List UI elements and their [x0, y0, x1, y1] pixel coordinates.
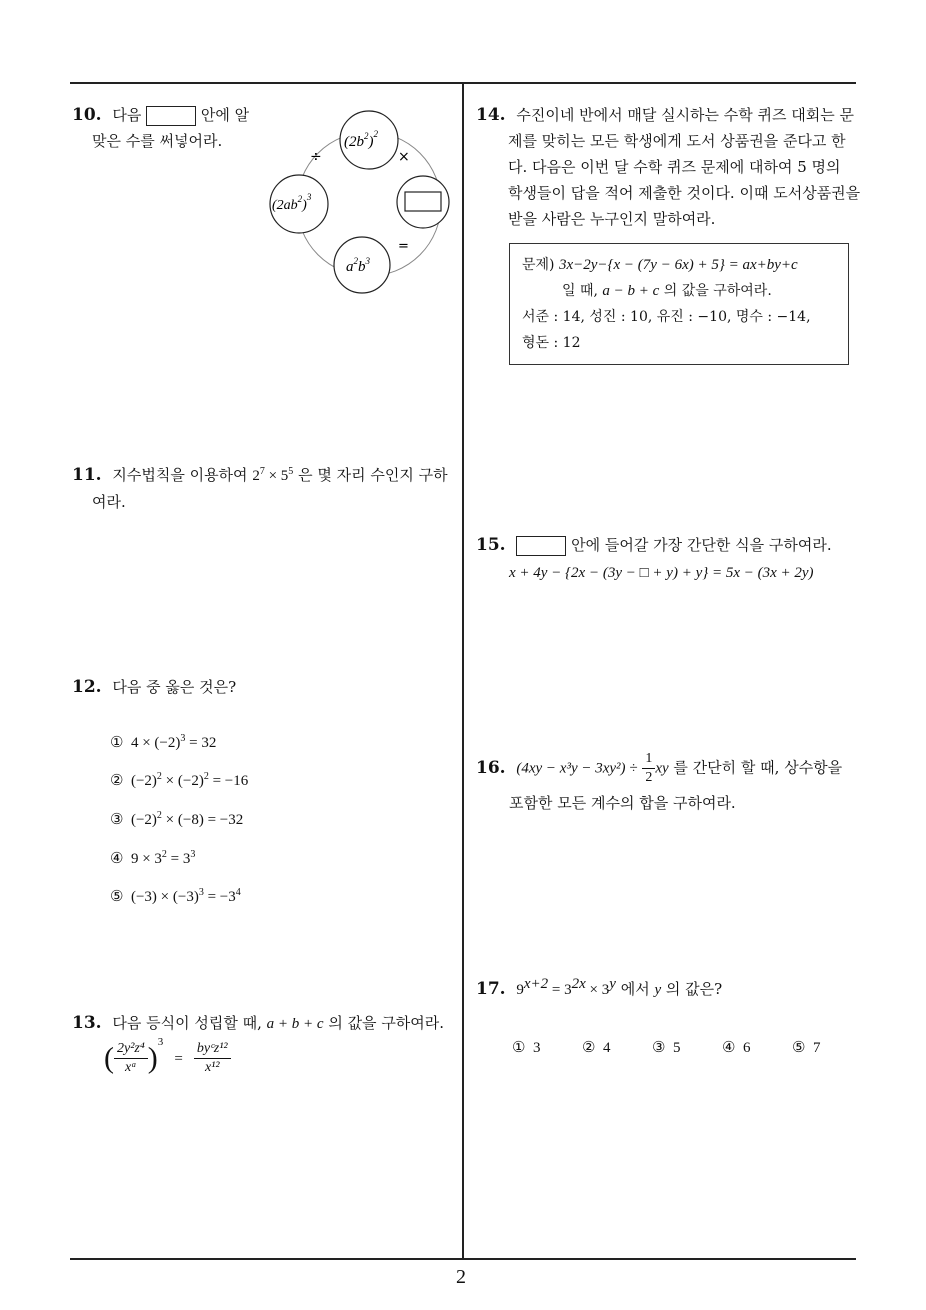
q16-expression-b: xy: [655, 760, 669, 777]
bottom-node-a: a: [346, 259, 354, 275]
q10-text-a: 다음: [112, 106, 142, 124]
question-12: [72, 674, 236, 700]
q11-expression: $2^7 \times 5^5$: [252, 466, 294, 484]
q14-line-4: 학생들이 답을 적어 제출한 것이다. 이때 도서상품권을: [508, 184, 861, 202]
q17-option-2: ② 4: [582, 1040, 611, 1056]
question-number: 14.: [476, 105, 506, 125]
question-13: [72, 1010, 458, 1037]
svg-text:(2b2)2: $(2b^2)^2$: [344, 129, 378, 150]
answer-blank-box: [146, 106, 196, 126]
question-number: 15.: [476, 535, 506, 555]
q17-variable: y: [654, 982, 662, 998]
question-16: [476, 750, 866, 787]
q13-text-a: 다음 등식이 성립할 때,: [112, 1014, 262, 1032]
answer-blank-box: [405, 192, 441, 211]
question-number: 16.: [476, 757, 506, 778]
bottom-node-b-exp: 3: [365, 256, 370, 266]
top-node-exp-outer: 2: [373, 129, 378, 139]
q11-text-line2: 여라.: [92, 493, 126, 511]
q14-box-expression: 3x−2y−{x − (7y − 6x) + 5} = ax+by+c: [558, 257, 798, 273]
left-node-exp-outer: 3: [306, 192, 312, 202]
q13-expression: a + b + c: [266, 1016, 324, 1032]
question-number: 12.: [72, 677, 102, 697]
question-10: [72, 102, 272, 154]
q13-equation: ( $\frac{\text{2y²z⁴}}{\text{xᵃ}}$ )$^3$ = $\frac{\text{byᶜz¹²}}{\text{x¹²}}$: [104, 1040, 231, 1077]
q16-text-a: 를 간단히 할 때, 상수항을: [673, 758, 843, 777]
question-number: 11.: [72, 465, 102, 485]
q10-text-b: 안에 알: [200, 106, 250, 124]
left-node-base: (2ab: [272, 198, 298, 213]
q16-expression-a: (4xy − x³y − 3xy²) ÷: [516, 760, 638, 777]
q13-lhs-exponent: 3: [157, 1036, 164, 1048]
q17-option-3: ③ 5: [652, 1040, 681, 1056]
question-14: [476, 102, 866, 128]
question-15: [476, 532, 866, 558]
q14-box-label: 문제): [522, 257, 555, 273]
q12-option-1: ① $4 \times (-2)^3 = 32$: [110, 733, 217, 751]
answer-blank-box: [516, 536, 566, 556]
q11-text-a: 지수법칙을 이용하여: [112, 466, 248, 484]
q17-text-b: 의 값은?: [665, 980, 723, 998]
q11-text-b: 은 몇 자리 수인지 구하: [298, 466, 448, 484]
q14-student-answers: 서준 : 14, 성진 : 10, 유진 : −10, 명수 : −14,: [522, 309, 811, 325]
q17-text-a: 에서: [620, 980, 650, 998]
svg-text:(2ab2)3: $(2ab^2)^3$: [272, 192, 312, 213]
question-11: [72, 462, 458, 515]
q16-fraction: $\frac{1}{2}$: [642, 750, 655, 787]
exponent-cycle-diagram: [262, 108, 462, 298]
q14-line-3: 다. 다음은 이번 달 수학 퀴즈 문제에 대하여 5 명의: [508, 158, 841, 176]
q17-equation: $9^{x+2} = 3^{2x} \times 3^y$: [516, 976, 616, 998]
q12-option-3: ③ $(-2)^2 \times (-8) = -32$: [110, 810, 244, 828]
q15-text: 안에 들어갈 가장 간단한 식을 구하여라.: [571, 536, 832, 554]
q14-line-5: 받을 사람은 누구인지 말하여라.: [508, 210, 716, 228]
question-number: 13.: [72, 1013, 102, 1033]
top-node-exp-inner: 2: [364, 131, 369, 141]
q13-lhs-fraction: $\frac{\text{2y²z⁴}}{\text{xᵃ}}$: [114, 1040, 148, 1077]
q14-line-1: 수진이네 반에서 매달 실시하는 수학 퀴즈 대회는 문: [516, 106, 855, 124]
q13-text-b: 의 값을 구하여라.: [328, 1014, 445, 1032]
bottom-node-b: b: [358, 259, 366, 275]
q17-option-5: ⑤ 7: [792, 1040, 821, 1056]
q12-option-5: ⑤ $(-3) \times (-3)^3 = -3^4$: [110, 887, 241, 905]
q16-text-line2: 포함한 모든 계수의 합을 구하여라.: [509, 794, 736, 812]
page-number: 2: [456, 1266, 466, 1288]
q10-text-line2: 맞은 수를 써넣어라.: [92, 132, 223, 150]
equals-operator: =: [398, 239, 409, 254]
left-node-exp-inner: 2: [297, 194, 303, 204]
top-node-base: (2b: [344, 134, 364, 150]
q13-rhs-fraction: $\frac{\text{byᶜz¹²}}{\text{x¹²}}$: [194, 1040, 231, 1077]
bottom-rule: [70, 1258, 856, 1260]
q15-expression: x + 4y − {2x − (3y − □ + y) + y} = 5x − (3x + 2y): [509, 565, 814, 581]
q12-option-4: ④ $9 \times 3^2 = 3^3$: [110, 849, 196, 867]
q14-line-2: 제를 맞히는 모든 학생에게 도서 상품권을 준다고 한: [508, 132, 846, 150]
bottom-node-a-exp: 2: [353, 256, 358, 266]
q17-option-4: ④ 6: [722, 1040, 751, 1056]
question-number: 17.: [476, 979, 506, 999]
q14-student-answers-cont: 형돈 : 12: [522, 335, 581, 351]
divide-operator: ÷: [310, 149, 322, 165]
times-operator: ×: [398, 149, 410, 165]
column-divider: [462, 82, 464, 1259]
q12-text: 다음 중 옳은 것은?: [112, 678, 237, 696]
q14-problem-box: 문제) 3x−2y−{x − (7y − 6x) + 5} = ax+by+c 일 때, a − b + c 의 값을 구하여라. 서준 : 14, 성진 : 10, 유진 : −10, 명수 : −14, 형돈 : 12: [509, 243, 849, 365]
question-number: 10.: [72, 105, 102, 125]
q12-option-2: ② $(-2)^2 \times (-2)^2 = -16$: [110, 771, 249, 789]
q17-option-1: ① 3: [512, 1040, 541, 1056]
question-17: [476, 976, 866, 1003]
q14-body: [508, 128, 868, 232]
